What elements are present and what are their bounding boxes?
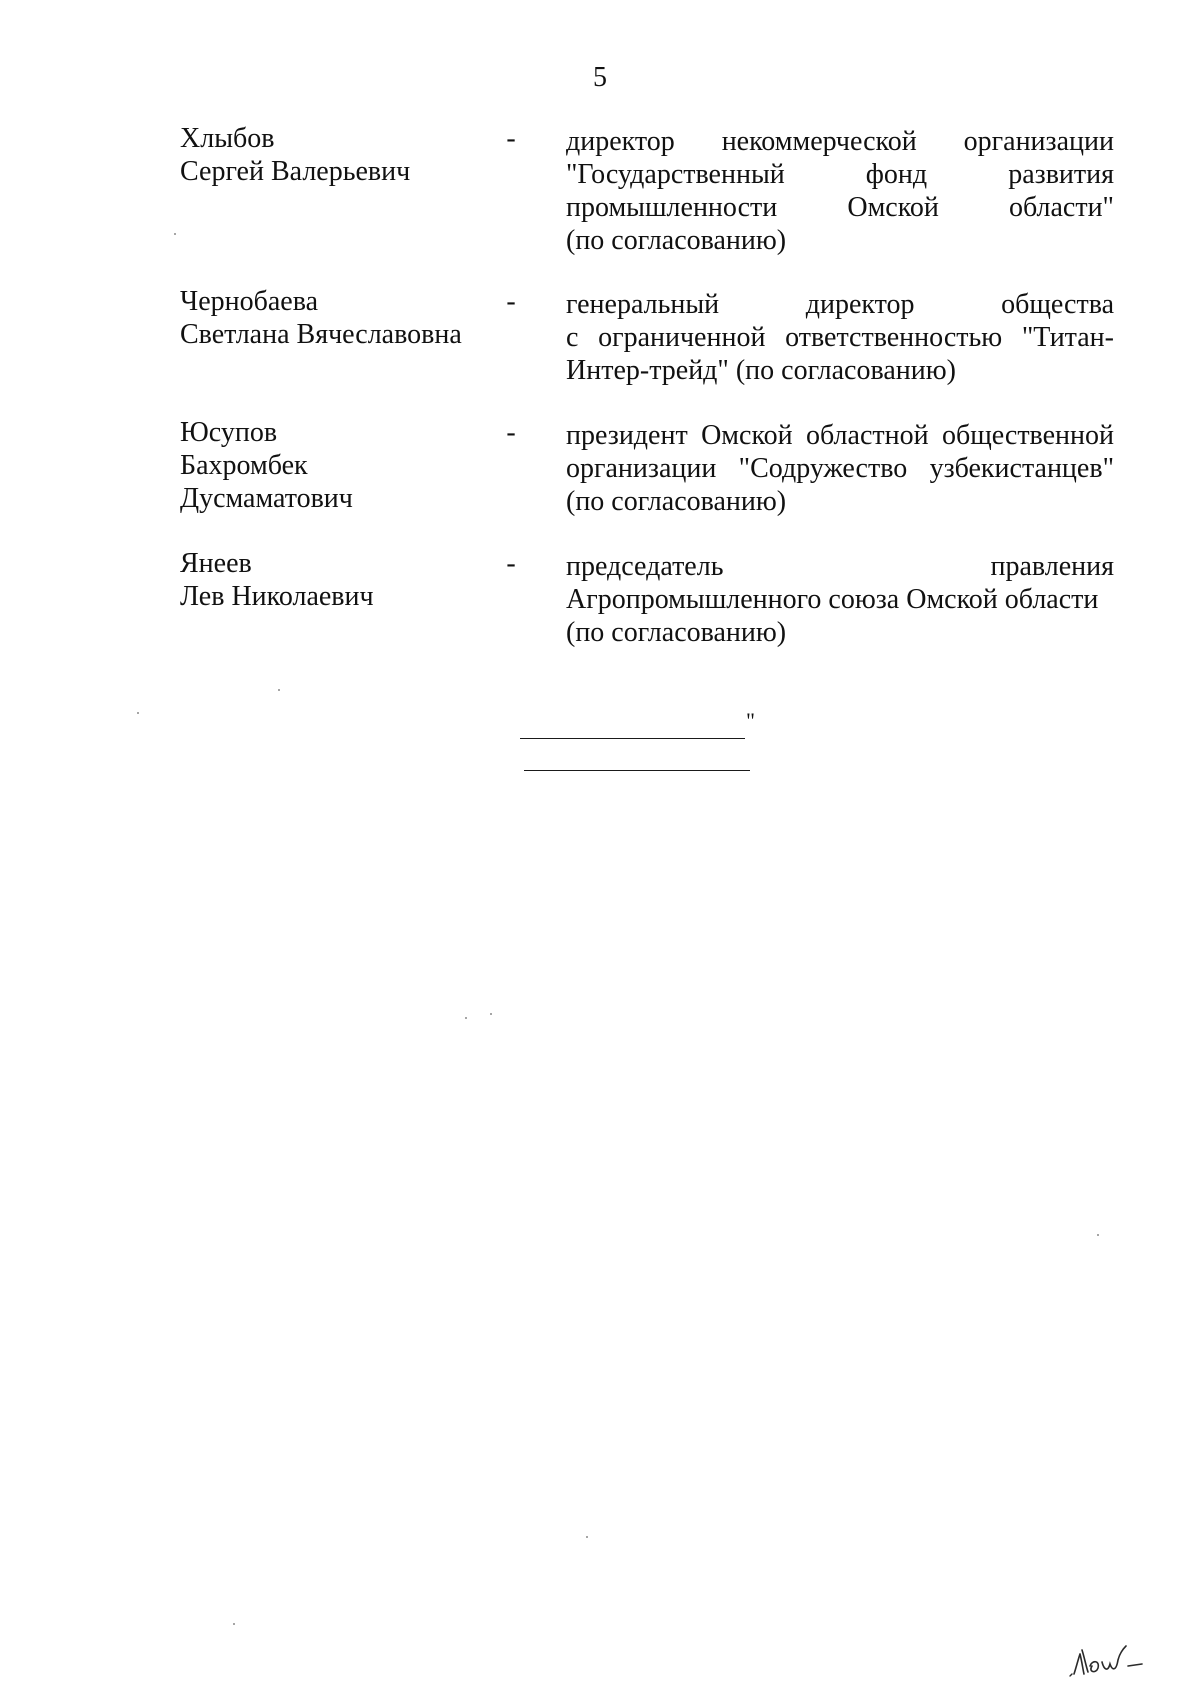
role-line: председатель правления bbox=[566, 551, 1114, 582]
member-name bbox=[180, 122, 510, 188]
scan-speck bbox=[233, 1623, 235, 1625]
member-patronymic: Дусмаматович bbox=[180, 483, 353, 514]
member-given-names: Сергей Валерьевич bbox=[180, 156, 411, 187]
member-surname: Чернобаева bbox=[180, 286, 318, 317]
member-given-names: Лев Николаевич bbox=[180, 581, 374, 612]
member-entry bbox=[0, 547, 1200, 677]
role-line: Агропромышленного союза Омской области bbox=[566, 584, 1099, 615]
entry-dash: - bbox=[506, 548, 516, 579]
entry-dash: - bbox=[506, 286, 516, 317]
member-role bbox=[566, 419, 1114, 518]
role-line: президент Омской областной общественной bbox=[566, 420, 1114, 451]
handwritten-initials-icon bbox=[1068, 1640, 1168, 1680]
member-entry bbox=[0, 285, 1200, 415]
member-entry bbox=[0, 416, 1200, 546]
role-line: с ограниченной ответственностью "Титан- bbox=[566, 322, 1114, 353]
entry-dash: - bbox=[506, 123, 516, 154]
member-role bbox=[566, 550, 1114, 649]
entry-dash: - bbox=[506, 417, 516, 448]
member-name bbox=[180, 416, 510, 515]
end-rule-lower bbox=[524, 770, 750, 771]
member-role bbox=[566, 288, 1114, 387]
member-given-names: Светлана Вячеславовна bbox=[180, 319, 462, 350]
scan-speck bbox=[586, 1536, 588, 1538]
scan-speck bbox=[174, 233, 176, 235]
role-line: "Государственный фонд развития bbox=[566, 159, 1114, 190]
member-surname: Юсупов bbox=[180, 417, 278, 448]
role-line: организации "Содружество узбекистанцев" bbox=[566, 453, 1114, 484]
member-entry bbox=[0, 122, 1200, 256]
closing-quote: " bbox=[746, 708, 755, 733]
role-line: промышленности Омской области" bbox=[566, 192, 1114, 223]
member-surname: Хлыбов bbox=[180, 123, 275, 154]
member-name bbox=[180, 285, 510, 351]
end-rule-upper bbox=[520, 738, 745, 739]
role-line: (по согласованию) bbox=[566, 486, 787, 517]
role-line: (по согласованию) bbox=[566, 225, 787, 256]
role-line: (по согласованию) bbox=[566, 617, 787, 648]
scan-speck bbox=[137, 712, 139, 714]
scan-speck bbox=[465, 1017, 467, 1019]
scan-speck bbox=[1097, 1234, 1099, 1236]
scan-speck bbox=[278, 689, 280, 691]
role-line: генеральный директор общества bbox=[566, 289, 1114, 320]
member-role bbox=[566, 125, 1114, 257]
page-number: 5 bbox=[593, 62, 607, 93]
member-surname: Янеев bbox=[180, 548, 252, 579]
member-name bbox=[180, 547, 510, 613]
role-line: директор некоммерческой организации bbox=[566, 126, 1114, 157]
scan-speck bbox=[490, 1013, 492, 1015]
role-line: Интер-трейд" (по согласованию) bbox=[566, 355, 956, 386]
member-given-name: Бахромбек bbox=[180, 450, 308, 481]
